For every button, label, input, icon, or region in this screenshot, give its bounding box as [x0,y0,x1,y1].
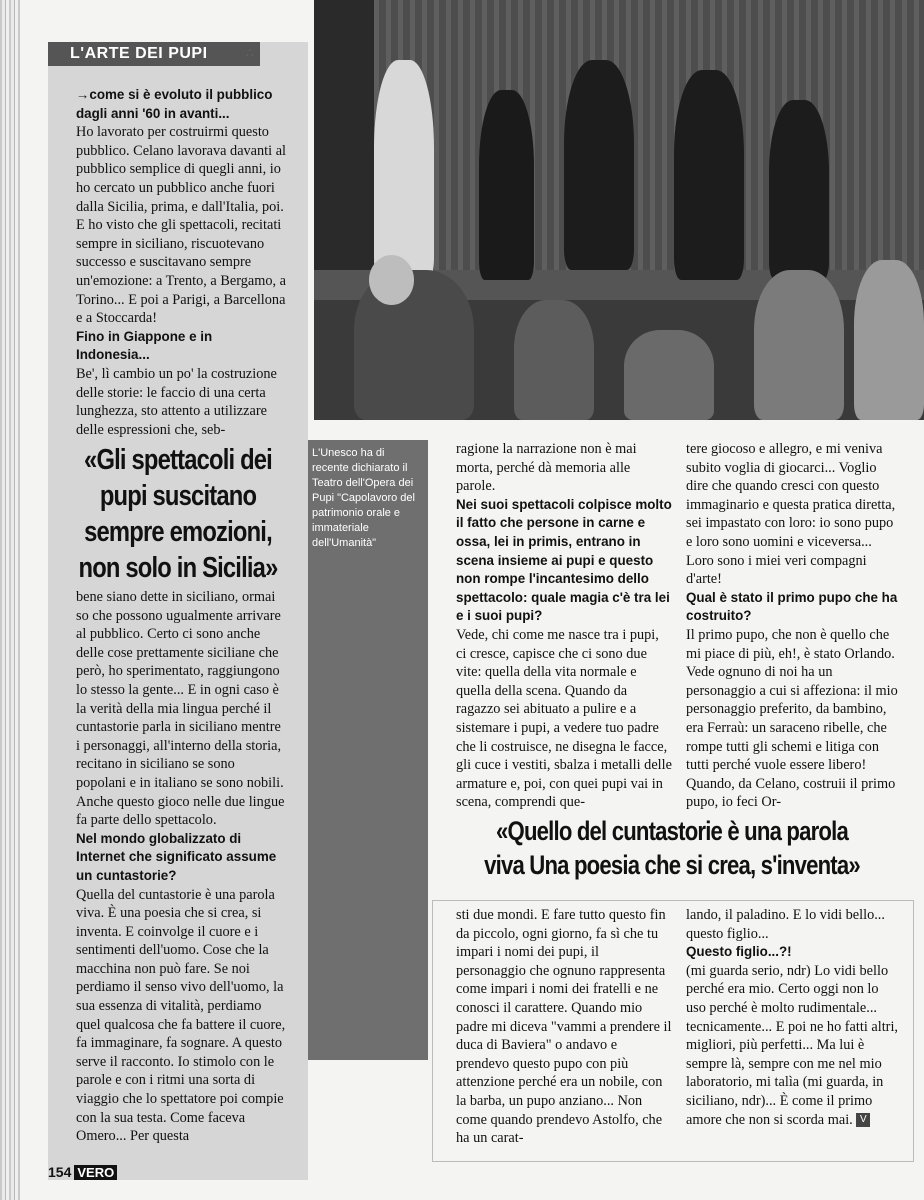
question-first-puppet: Qual è stato il primo pupo che ha costruito? [686,589,898,624]
question-internet: Nel mondo globalizzato di Internet che significato assume un cuntastorie? [76,830,277,883]
answer-internet: Quella del cuntastorie è una parola viva. È una poesia che si crea, si inventa. E coinvolge il cuore e i sentimenti dell'uomo. Cose che la macchina non può fare. Se noi perdiamo il senso vivo dell'uomo, la sua essenza di vitalità, perdiamo quel qualcosa che fa battere il cuore, fa immaginare, fa sognare. A questo serve il racconto. Io stimolo con le parole e con i ritmi una sorta di viaggio che lo spettatore poi compie con la sua testa. Come faceva Omero... Per questa [76,886,286,1145]
answer-son [686,962,898,1129]
answer-magic: Vede, chi come me nasce tra i pupi, ci cresce, capisce che ci sono due vite: quella della vita normale e quella della scena. Quando da ragazzo sei abituato a pulire e a sistemare i pupi, a vedere tuo padre che li costruisce, ne disegna le facce, gli cuce i vestiti, sbalza i metalli delle armature e, poi, con quei pupi vai in scena, comprendi que- [456,626,672,811]
pull-quote-left: «Gli spettacoli dei pupi suscitano sempre emozioni, non solo in Sicilia» [78,444,278,584]
page-number: 154 [48,1164,72,1180]
answer-narration: ragione la narrazione non è mai morta, perché dà memoria alle parole. [456,441,637,495]
answer-play: tere giocoso e allegro, e mi veniva subito voglia di giocarci... Voglio dire che quando cresci con questo immaginario e questa pratica diretta, sei impastato con loro: io sono pupo e loro sono uomini e viceversa... Loro sono i miei veri compagni d'arte! [686,441,896,588]
end-mark-icon: V [856,1113,870,1127]
page-folio [48,1164,117,1180]
right-column-top [686,440,898,812]
answer-japan: Be', lì cambio un po' la costruzione delle storie: le faccio di una certa lunghezza, sto attento a utilizzare delle espressioni che, seb- [76,365,277,438]
answer-language: bene siano dette in siciliano, ormai so che possono ugualmente arrivare al pubblico. Certo ci sono anche delle cose prettamente siciliane che però, ho sperimentato, raggiungono lo stesso la gente... E in ogni caso è la verità della mia lingua perché il cuntastorie parla in siciliano mentre i personaggi, all'interno della storia, recitano in siciliano se sono popolani e in italiano se sono nobili. Anche questo gioco nelle due lingue fa parte dello spettacolo. [76,589,285,829]
pull-quote-right: «Quello del cuntastorie è una parola viva Una poesia che si crea, s'inventa» [484,816,860,880]
answer-two-worlds: sti due mondi. E fare tutto questo fin da piccolo, ogni giorno, fa sì che tu impari i nomi dei pupi, il personaggio che ognuno rappresenta come impari i nomi dei fratelli e ne conosci il carattere. Quando mio padre mi diceva "vammi a prendere il duca di Baviera" o andavo e prendevo questo pupo con più attenzione perché era un nobile, con la barba, un pupo anziano... Non come quando prendevo Astolfo, che ha un carat- [456,907,672,1147]
right-column-bottom [686,906,898,1129]
left-column-top [76,86,288,439]
puppet-theatre-photo [314,0,924,420]
question-magic: Nei suoi spettacoli colpisce molto il fatto che persone in carne e ossa, lei in primis, entrano in scena insieme ai pupi e questo non rompe l'incantesimo dello spettacolo: quale magia c'è tra lei e i suoi pupi? [456,496,672,624]
answer-audience: Ho lavorato per costruirmi questo pubblico. Celano lavorava davanti al pubblico semplice di quegli anni, io ho cercato un pubblico anche fuori dalla Sicilia, prima, e dall'Italia, poi. E ho visto che gli spettacoli, recitati sempre in siciliano, riscuotevano successo e suscitavano sempre un'emozione: a Trento, a Bergamo, a Torino... E poi a Parigi, a Barcellona e a Stoccarda! [76,124,287,327]
section-tag: L'ARTE DEI PUPI [48,42,260,66]
question-son: Questo figlio...?! [686,944,792,960]
photo-caption: L'Unesco ha di recente dichiarato il Teatro dell'Opera dei Pupi "Capolavoro del patrimonio orale e immateriale dell'Umanità" [312,447,415,549]
answer-orlando: lando, il paladino. E lo vidi bello... questo figlio... [686,907,885,942]
question-audience: →come si è evoluto il pubblico dagli anni '60 in avanti... [76,87,273,121]
tag-ornament: ∴ [246,46,254,60]
page-binding-edge [0,0,20,1200]
middle-column-bottom [456,906,672,1148]
answer-first-puppet: Il primo pupo, che non è quello che mi piace di più, eh!, è stato Orlando. Vede ognuno di noi ha un personaggio a cui si affeziona: il mio personaggio preferito, da bambino, era Ferraù: un saraceno ribelle, che rompe tutti gli schemi e litiga con tutti perché vuole essere libero! Quando, da Celano, costruii il primo pupo, io feci Or- [686,626,898,811]
magazine-logo: VERO [74,1165,117,1180]
middle-column-top [456,440,672,812]
left-column-bottom [76,588,288,1146]
question-japan: Fino in Giappone e in Indonesia... [76,328,213,363]
answer-son-text: (mi guarda serio, ndr) Lo vidi bello perché era mio. Certo oggi non lo uso perché è molto rudimentale... tecnicamente... E poi ne ho fatti altri, migliori, più perfetti... Ma lui è sempre là, sempre con me nel mio laboratorio, mi talìa (mi guarda, in siciliano, ndr)... È come il primo amore che non si scorda mai. [686,962,898,1128]
